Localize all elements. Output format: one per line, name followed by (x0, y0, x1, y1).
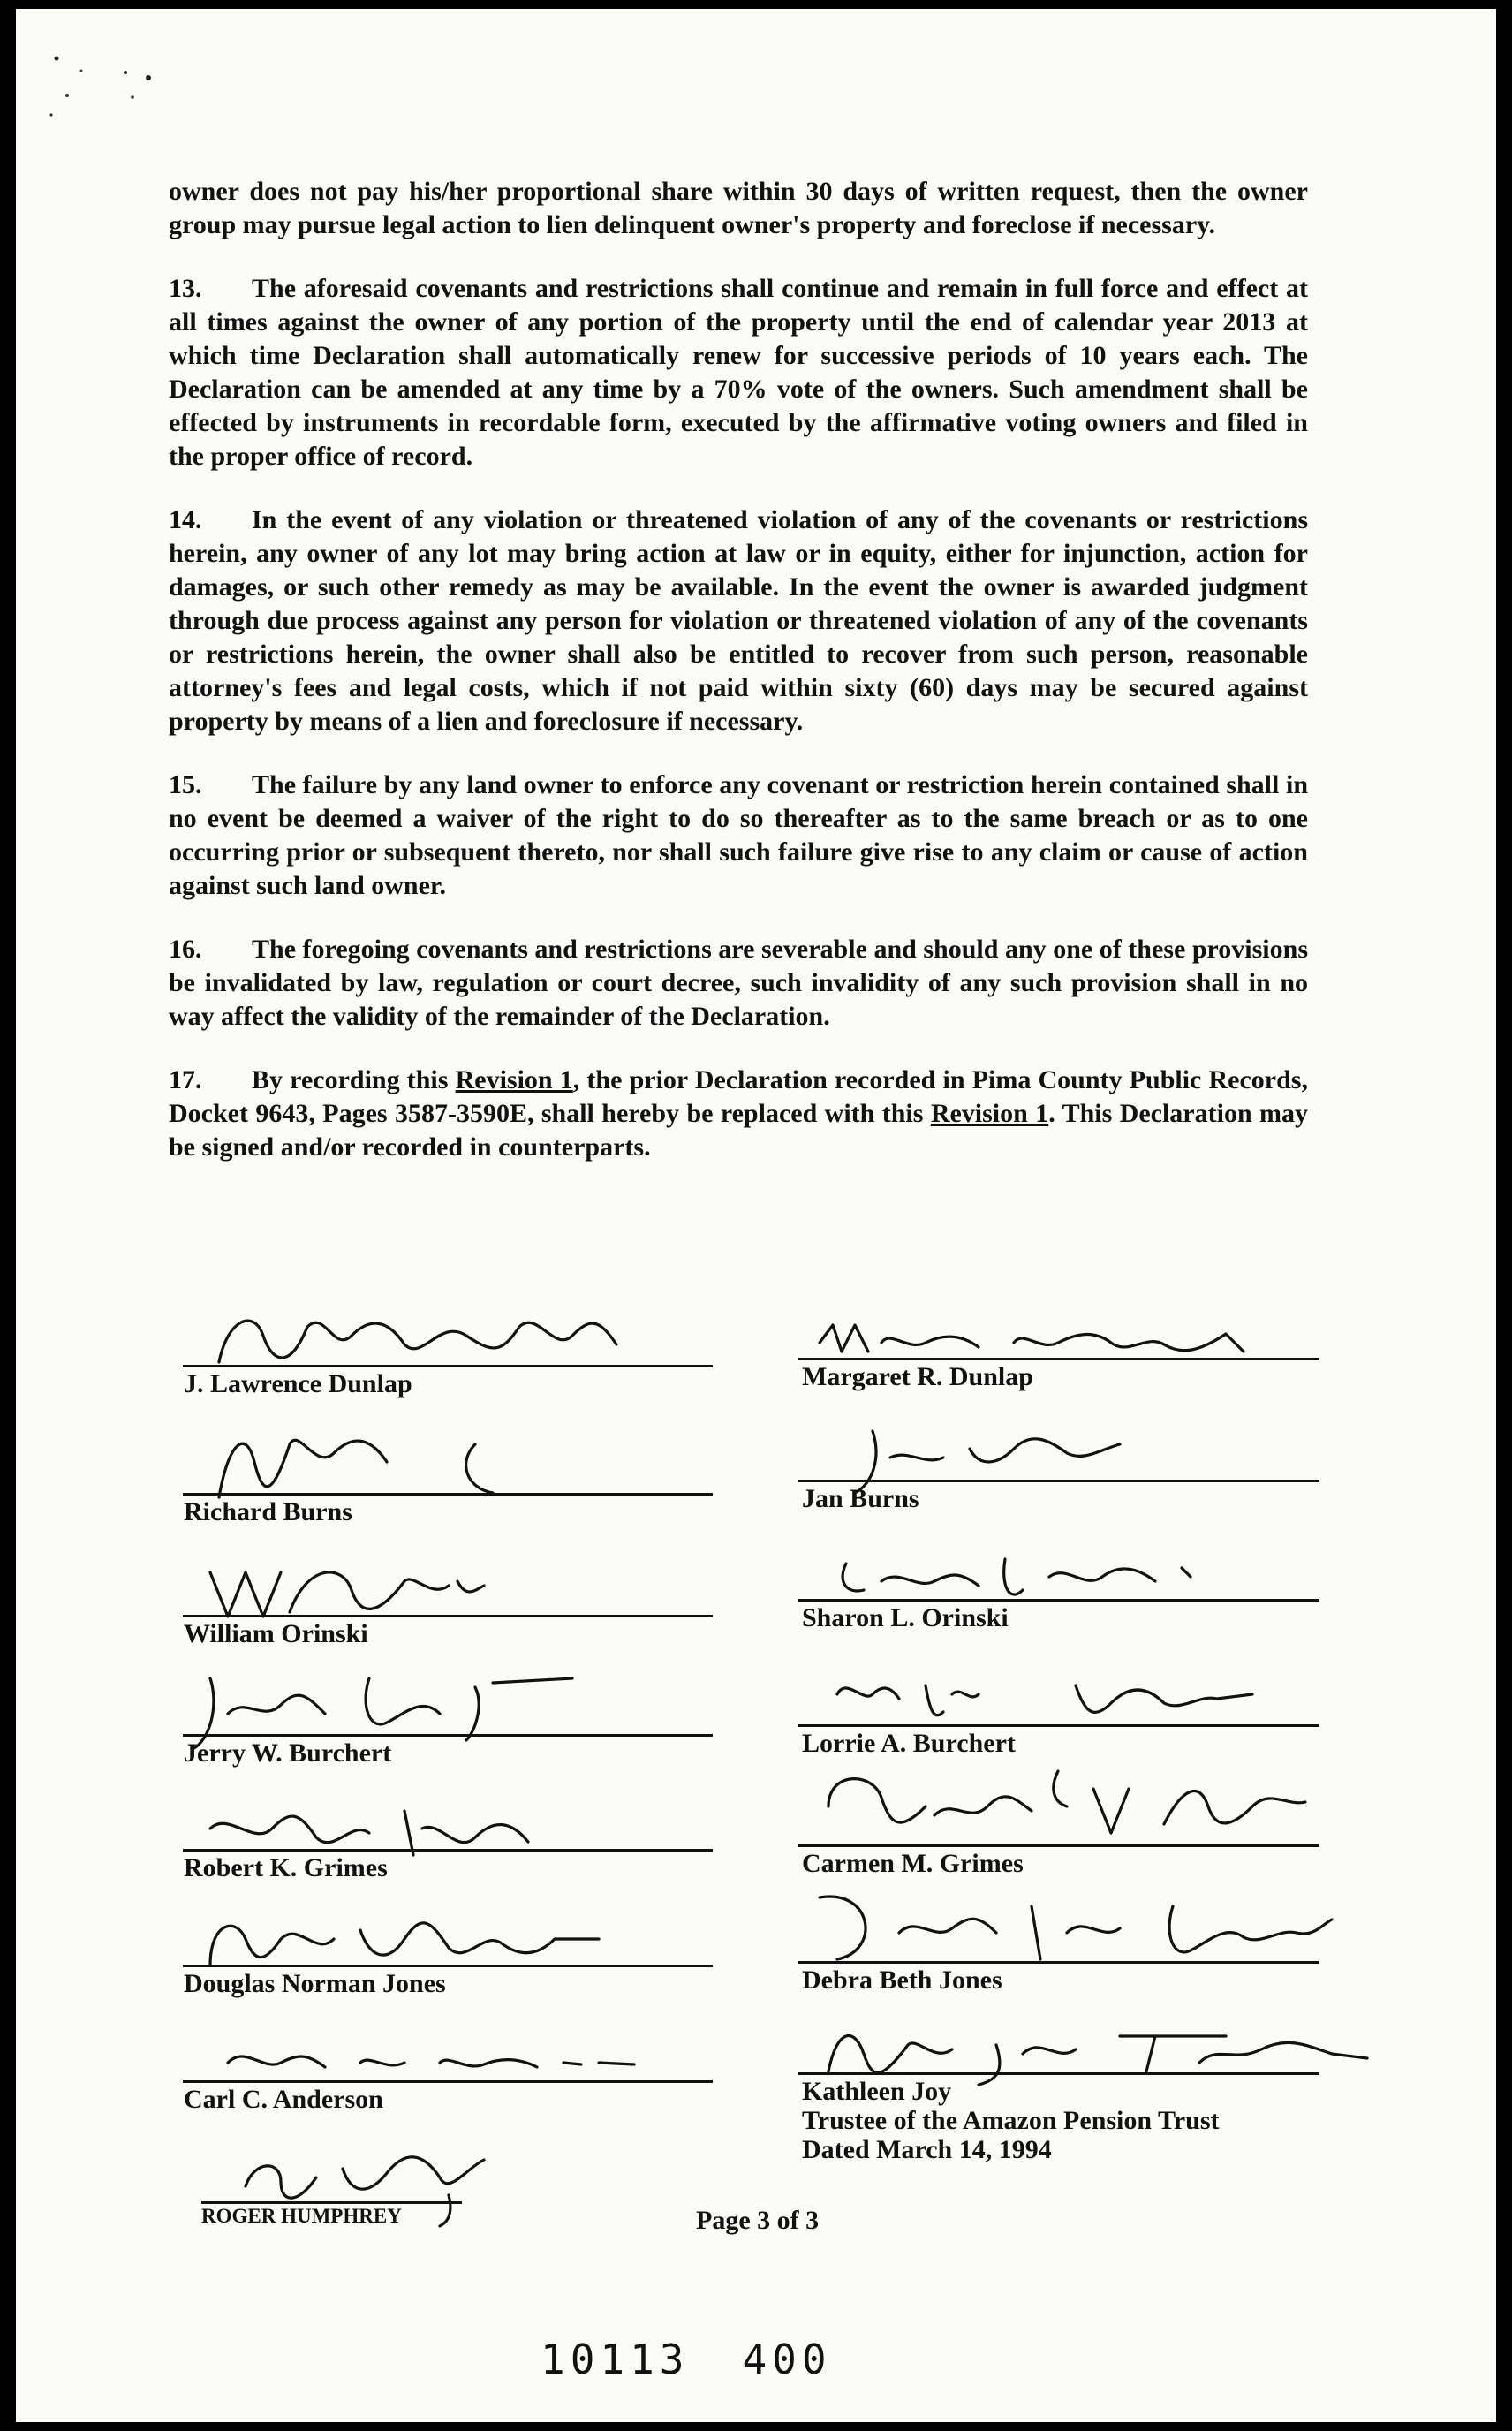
signature-scrawl (811, 1659, 1288, 1738)
signatory-name: Jerry W. Burchert (184, 1738, 392, 1768)
paragraph-number: 16. (169, 935, 202, 964)
signatory-name: Carl C. Anderson (184, 2085, 383, 2114)
signatory-name: Carmen M. Grimes (802, 1849, 1024, 1878)
signature-scrawl (802, 1307, 1297, 1369)
signature-scrawl (793, 1753, 1341, 1859)
document-page (16, 9, 1496, 2422)
signatory-name: Robert K. Grimes (184, 1853, 388, 1882)
paragraph-text: The aforesaid covenants and restrictions shall continue and remain in full force and effect at all times against the owner of any portion of the property until the end of calendar year 2013 at which time Declaration shall automatically renew for successive periods of 10 years each. The Declaration can be amended at any time by a 70% vote of the owners. Such amendment shall be effected by instruments in recordable form, executed by the affirmative voting owners and filed in the proper office of record. (169, 274, 1308, 471)
signatory-name: Kathleen Joy (802, 2077, 952, 2106)
signature-scrawl (210, 2027, 652, 2089)
paragraph-text: By recording this (252, 1065, 456, 1094)
paragraph-number: 15. (169, 770, 202, 799)
paragraph-text: , the prior Declaration recorded in Pima County Public Records, Docket 9643, Pages 3587-3590E, shall hereby be replaced with this (169, 1065, 1308, 1128)
docket-number: 10113 (541, 2336, 690, 2383)
docket-page-number: 400 (742, 2336, 832, 2383)
paragraph-text: owner does not pay his/her proportional share within 30 days of written request, then the owner group may pursue legal action to lien delinquent owner's property and foreclose if necessary. (169, 177, 1308, 239)
trust-date: Dated March 14, 1994 (802, 2135, 1052, 2164)
signature-scrawl (193, 1409, 599, 1506)
signatory-name: Margaret R. Dunlap (802, 1362, 1033, 1391)
signatory-name: Lorrie A. Burchert (802, 1729, 1016, 1758)
signatory-name: William Orinski (184, 1619, 368, 1648)
docket-stamp (541, 2336, 885, 2383)
signatory-name: Richard Burns (184, 1497, 352, 1526)
paragraph-number: 17. (169, 1065, 202, 1094)
signature-block (16, 9, 1496, 2422)
trustee-title: Trustee of the Amazon Pension Trust (802, 2106, 1220, 2135)
paragraph-number: 13. (169, 274, 202, 303)
signatory-name: ROGER HUMPHREY (201, 2205, 402, 2227)
page-number-label: Page 3 of 3 (696, 2206, 820, 2235)
signatory-name: Jan Burns (802, 1484, 919, 1513)
signatory-name: Debra Beth Jones (802, 1965, 1002, 1995)
signatory-name: Sharon L. Orinski (802, 1603, 1009, 1632)
signature-scrawl (193, 1546, 510, 1625)
revision-reference: Revision 1 (930, 1099, 1049, 1128)
paragraph-text: The failure by any land owner to enforce any covenant or restriction herein contained shall in no event be deemed a waiver of the right to do so thereafter as to the same breach or as to one occurring prior or subsequent thereto, nor shall such failure give rise to any claim or cause of action against such land owner. (169, 770, 1308, 900)
paragraph-text: The foregoing covenants and restrictions are severable and should any one of these provisions be invalidated by law, regulation or court decree, such invalidity of any such provision shall in no way affect the validity of the remainder of the Declaration. (169, 935, 1308, 1031)
signature-scrawl (811, 1541, 1270, 1612)
signatory-name: J. Lawrence Dunlap (184, 1369, 412, 1398)
paragraph-text: . This Declaration may be signed and/or recorded in counterparts. (169, 1099, 1309, 1162)
revision-reference: Revision 1 (455, 1065, 573, 1094)
signature-scrawl (201, 1300, 625, 1380)
paragraph-number: 14. (169, 505, 202, 534)
paragraph-text: In the event of any violation or threatened violation of any of the covenants or restrictions herein, any owner of any lot may bring action at law or in equity, either for injunction, action for damages, or such other remedy as may be available. In the event the owner is awarded judgment through due process against any person for violation or threatened violation of any of the covenants or restrictions herein, the owner shall also be entitled to recover from such person, reasonable attorney's fees and legal costs, which if not paid within sixty (60) days may be secured against property by means of a lien and foreclosure if necessary. (169, 505, 1308, 736)
signatory-name: Douglas Norman Jones (184, 1969, 446, 1998)
